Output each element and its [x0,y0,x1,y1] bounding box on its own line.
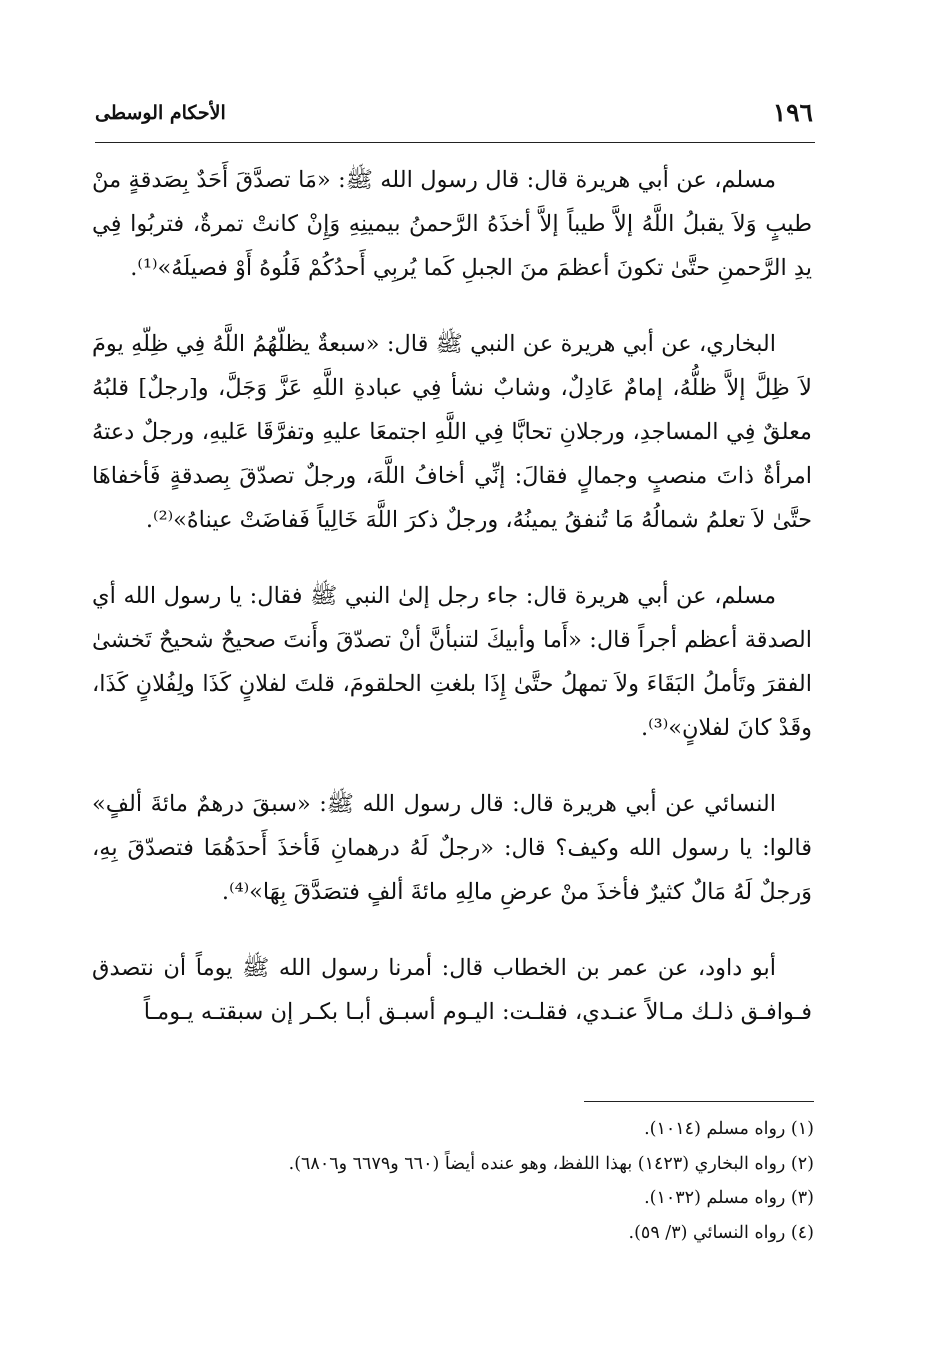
footnote-1: (١) رواه مسلم (١٠١٤). [644,1119,814,1139]
footnote-rule [584,1101,814,1102]
page-header [95,98,813,132]
header-rule [95,142,815,143]
hadith-paragraph-2: البخاري، عن أبي هريرة عن النبي ﷺ قال: «سبعةٌ يظلّهُمُ اللَّهُ فِي ظِلّهِ يومَ لاَ ظِلَّ إلاَّ ظلُّهُ، إمامٌ عَادِلٌ، وشابٌ نشأ فِي عبادةِ اللَّهِ عَزَّ وَجَلَّ، و[رجلٌ] قلبُهُ معلقٌ فِي المساجدِ، ورجلانِ تحابَّا فِي اللَّهِ اجتمعَا عليهِ وتفرَّقَا عَليهِ، ورجلٌ دعتهُ امرأةٌ ذاتَ منصبٍ وجمالٍ فقالَ: إنِّي أخافُ اللَّهَ، ورجلٌ تصدّقَ بِصدقةٍ فَأخفاهَا حتَّىٰ لاَ تعلمُ شمالُهُ مَا تُنفقُ يمينُهُ، ورجلٌ ذكرَ اللَّهَ خَالِياً فَفاضَتْ عيناهُ»⁽²⁾. [92,331,812,533]
hadith-paragraph-1: مسلم، عن أبي هريرة قال: قال رسول الله ﷺ: «مَا تصدَّقَ أَحَدٌ بِصَدقةٍ منْ طيبٍ وَلاَ يقبلُ اللَّهُ إلاَّ طيباً إلاَّ أخذَهُ الرَّحمنُ بيمينِهِ وَإِنْ كانتْ تمرةٌ، فتربُوا فِي يدِ الرَّحمنِ حتَّىٰ تكونَ أعظمَ منَ الجبلِ كَما يُربِي أَحدُكُمْ فَلُوهُ أَوْ فصيلَهُ»⁽¹⁾. [92,167,812,281]
hadith-paragraph-4: النسائي عن أبي هريرة قال: قال رسول الله ﷺ: «سبقَ درهمٌ مائةَ ألفٍ» قالوا: يا رسول الله وكيف؟ قال: «رجلٌ لَهُ درهمانِ فَأخذَ أَحدَهُمَا فتصدّقَ بِهِ، وَرجلٌ لَهُ مَالٌ كثيرٌ فأخذَ منْ عرضِ مالِهِ مائةَ ألفٍ فتصَدَّقَ بِهَا»⁽⁴⁾. [92,791,812,905]
footnotes [174,1112,814,1250]
running-title: الأحكام الوسطى [95,102,226,124]
footnote-2: (٢) رواه البخاري (١٤٢٣) بهذا اللفظ، وهو عنده أيضاً (٦٦٠ و٦٦٧٩ و٦٨٠٦). [288,1153,814,1174]
hadith-paragraph-3: مسلم، عن أبي هريرة قال: جاء رجل إلىٰ النبي ﷺ فقال: يا رسول الله أي الصدقة أعظم أجراً قال: «أَما وأبيكَ لتنبأنَّ أنْ تصدّقَ وأَنتَ صحيحٌ شحيحٌ تَخشىٰ الفقرَ وتَأملُ البَقَاءَ ولاَ تمهلُ حتَّىٰ إِذَا بلغتِ الحلقومَ، قلتَ لفلانٍ كَذَا ولِفُلانٍ كَذَا، وقَدْ كانَ لفلانٍ»⁽³⁾. [92,583,812,741]
footnote-4: (٤) رواه النسائي (٣/ ٥٩). [628,1222,814,1243]
page-number: ١٩٦ [772,98,813,127]
hadith-paragraph-5: أبو داود، عن عمر بن الخطاب قال: أمرنا رسول الله ﷺ يوماً أن نتصدق فـوافـق ذلـك مـالاً عنـدي، فقلـت: اليـوم أسبـق أبـا بكـر إن سبقتـه يـومـاً [92,955,812,1025]
body-text [92,158,812,1034]
footnote-3: (٣) رواه مسلم (١٠٣٢). [644,1188,814,1208]
